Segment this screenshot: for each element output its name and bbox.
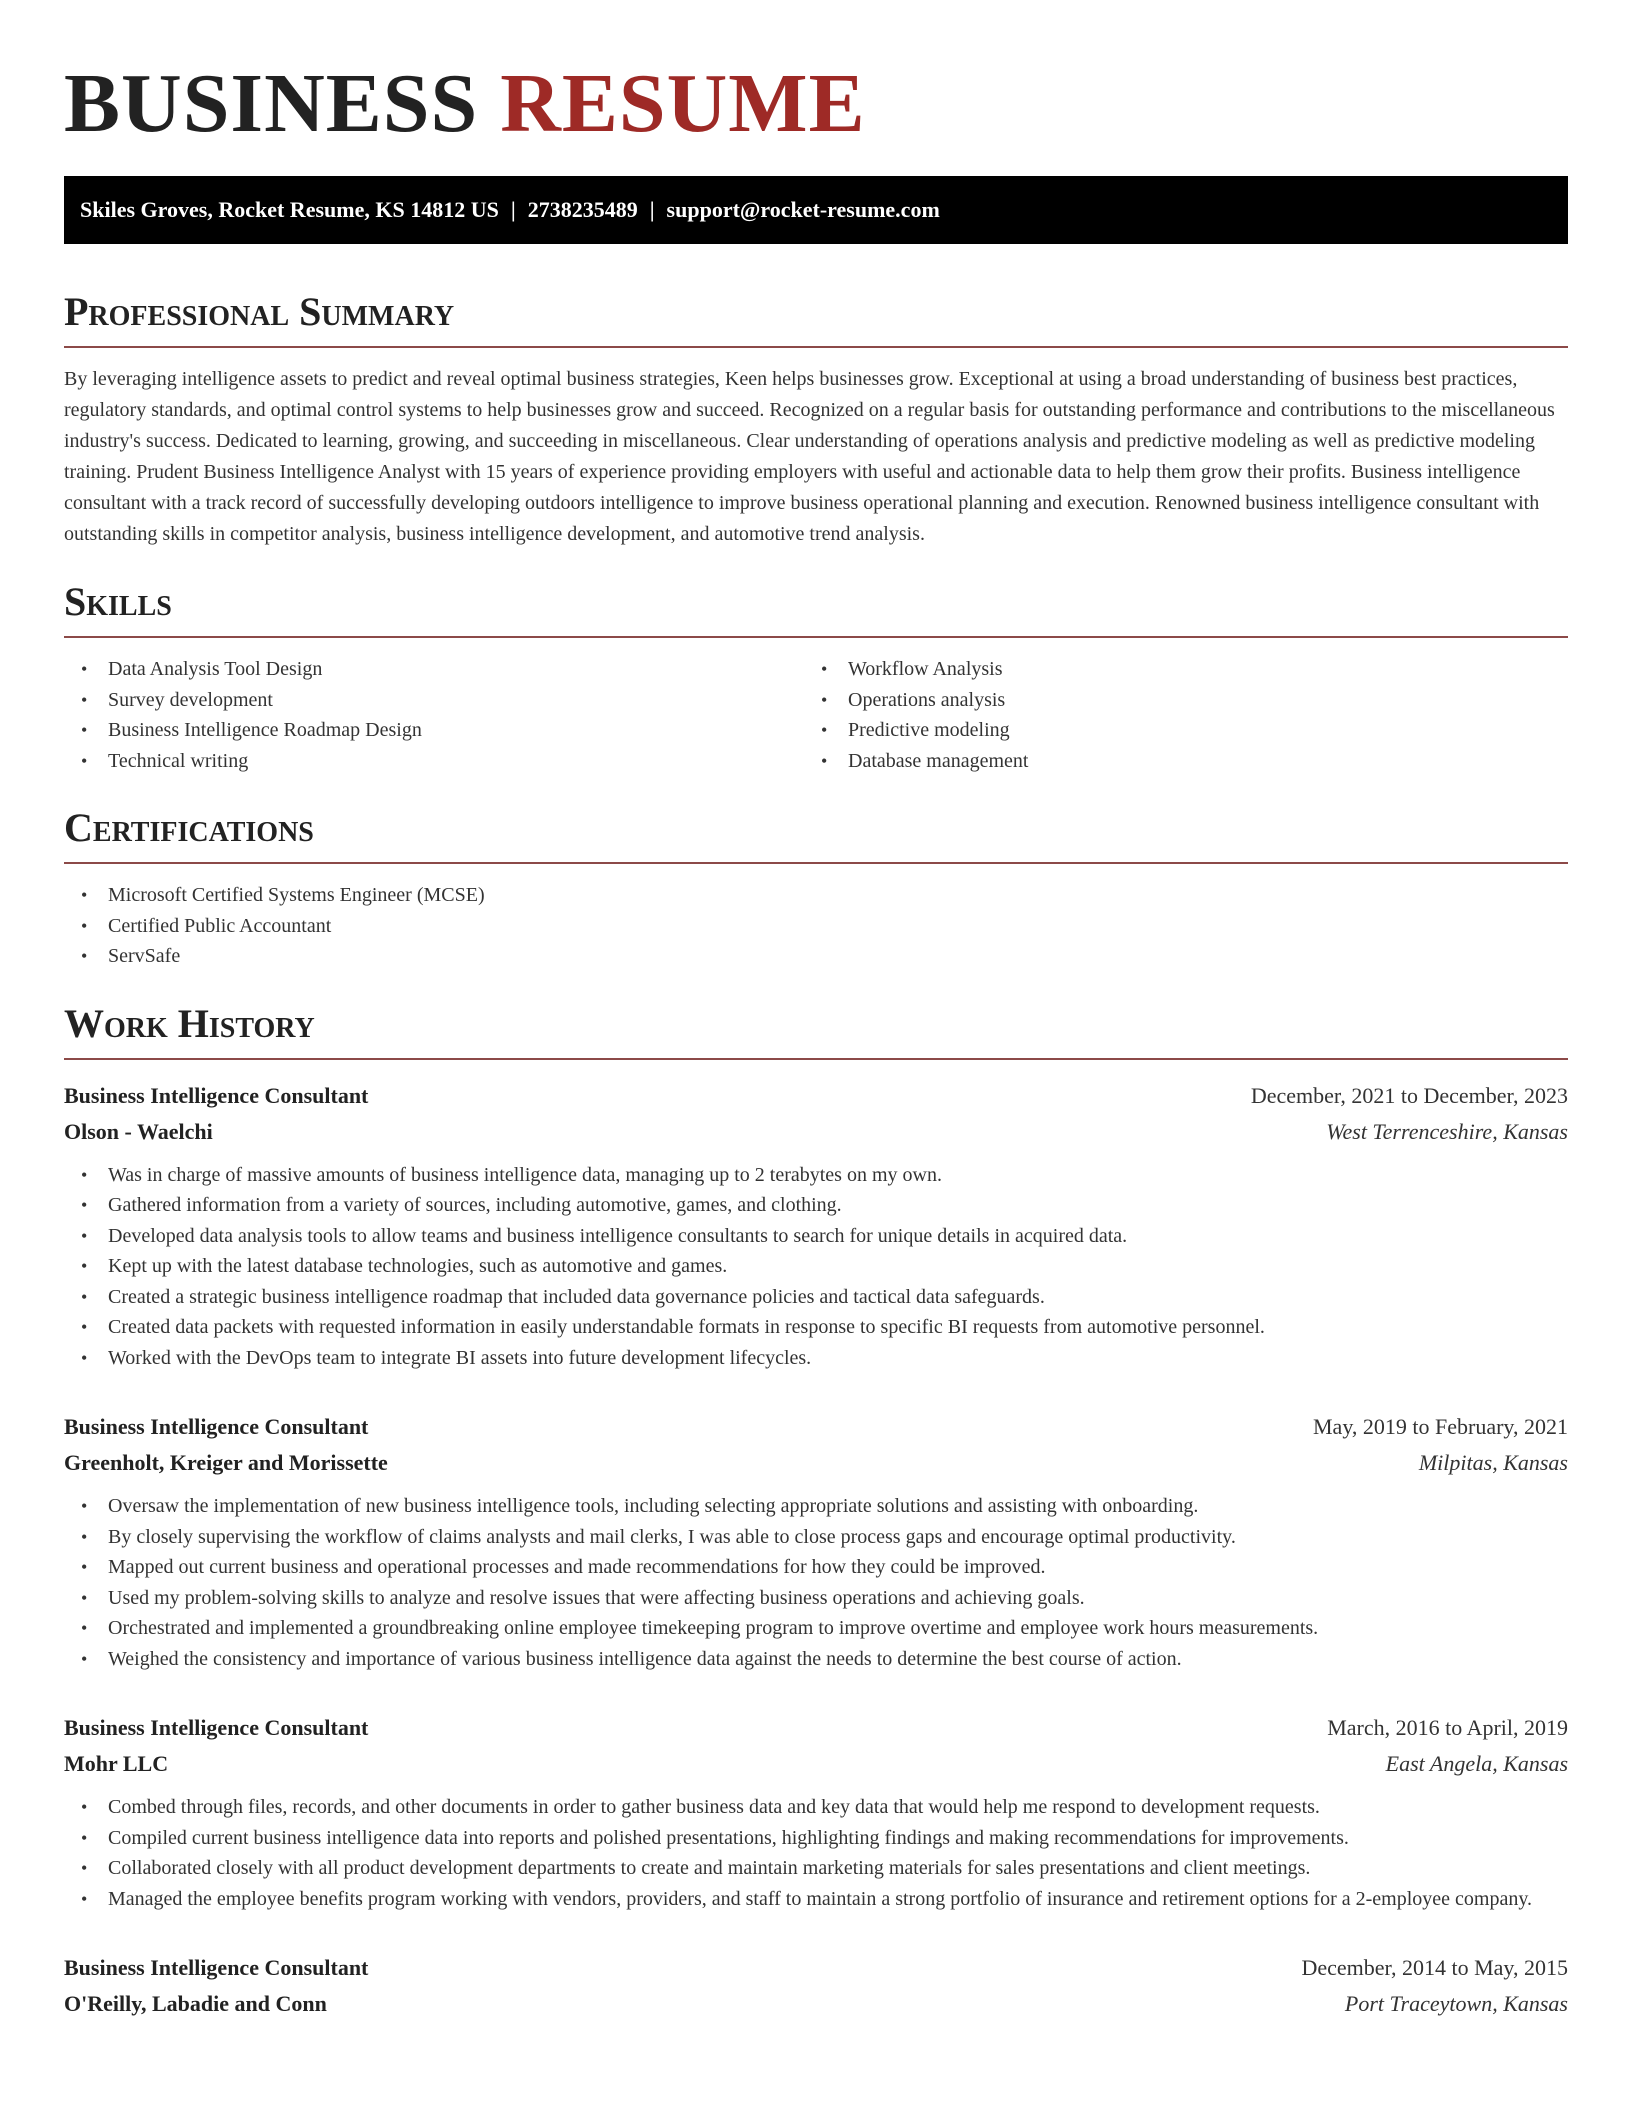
skill-item [64,654,804,685]
job-dates: March, 2016 to April, 2019 [1327,1715,1568,1740]
contact-separator: | [649,197,655,222]
skill-label: Workflow Analysis [848,658,1003,680]
work-history-section [64,1000,1568,2023]
job-bullet-text: Used my problem-solving skills to analyze and resolve issues that were affecting business operations and achieving goals. [108,1586,1085,1609]
job-location: East Angela, Kansas [1385,1751,1568,1776]
job-bullet-text: Was in charge of massive amounts of business intelligence data, managing up to 2 terabytes on my own. [108,1163,942,1186]
certifications-section [64,804,1568,972]
bullet-icon: • [821,659,828,679]
job-bullet [64,1644,1568,1675]
contact-bar [64,176,1568,244]
job-bullet [64,1884,1568,1915]
job-entry [64,1409,1568,1674]
certification-label: ServSafe [108,945,181,967]
bullet-icon: • [81,885,88,905]
job-bullet [64,1221,1568,1252]
bullet-icon: • [81,1164,88,1185]
job-bullets [64,1491,1568,1674]
bullet-icon: • [821,720,828,740]
certification-label: Microsoft Certified Systems Engineer (MCSE) [108,884,485,906]
job-location: Milpitas, Kansas [1418,1450,1568,1475]
skill-label: Operations analysis [848,688,1006,711]
job-company: Greenholt, Kreiger and Morissette [64,1450,388,1475]
job-entry [64,1950,1568,2022]
job-bullet [64,1583,1568,1614]
section-heading-summary: Professional Summary [64,288,1568,348]
bullet-icon: • [81,1526,88,1547]
bullet-icon: • [81,1618,88,1638]
job-bullet [64,1522,1568,1553]
job-bullet [64,1491,1568,1522]
bullet-icon: • [81,1225,88,1246]
job-bullet [64,1552,1568,1583]
job-bullet-text: Compiled current business intelligence data into reports and polished presentations, highlighting findings and making recommendations for improvements. [108,1826,1349,1849]
certification-item [64,911,1568,942]
certification-item [64,880,1568,911]
skill-label: Survey development [108,688,273,711]
bullet-icon: • [81,659,88,679]
job-dates: December, 2021 to December, 2023 [1250,1082,1568,1108]
bullet-icon: • [81,1827,88,1848]
section-heading-skills: Skills [64,578,1568,638]
bullet-icon: • [81,1347,88,1368]
bullet-icon: • [81,1888,88,1909]
contact-separator: | [510,197,516,222]
title-word-resume: RESUME [500,57,866,150]
skill-item [64,746,804,777]
bullet-icon: • [821,750,828,771]
job-bullet-text: Oversaw the implementation of new business intelligence tools, including selecting appropriate solutions and assisting with onboarding. [108,1495,1199,1517]
bullet-icon: • [81,915,88,936]
bullet-icon: • [81,1256,88,1276]
job-bullet-text: Combed through files, records, and other documents in order to gather business data and key data that would help me respond to development requests. [108,1796,1320,1818]
job-bullet-text: Developed data analysis tools to allow teams and business intelligence consultants to search for unique details in acquired data. [108,1224,1128,1247]
certifications-list [64,880,1568,972]
section-heading-work-history: Work History [64,1000,1568,1060]
bullet-icon: • [821,689,828,710]
bullet-icon: • [81,1195,88,1215]
skill-item [804,715,1544,746]
job-entry [64,1078,1568,1374]
job-bullet-text: Mapped out current business and operational processes and made recommendations for how they could be improved. [108,1556,1046,1578]
skill-item [64,715,804,746]
job-bullet [64,1343,1568,1374]
job-title-row [64,1409,1568,1445]
job-bullet-text: Orchestrated and implemented a groundbreaking online employee timekeeping program to improve overtime and employee work hours measurements. [108,1617,1319,1639]
professional-summary-section [64,288,1568,550]
contact-address: Skiles Groves, Rocket Resume, KS 14812 US [80,197,499,222]
job-title-row [64,1950,1568,1986]
job-company: Olson - Waelchi [64,1118,213,1144]
skill-item [64,685,804,716]
bullet-icon: • [81,689,88,710]
bullet-icon: • [81,1797,88,1817]
skill-label: Database management [848,749,1029,772]
job-company: Mohr LLC [64,1751,169,1776]
skill-label: Technical writing [108,749,249,772]
bullet-icon: • [81,1557,88,1577]
bullet-icon: • [81,720,88,740]
skill-item [804,746,1544,777]
job-company-row [64,1114,1568,1150]
bullet-icon: • [81,750,88,771]
certification-label: Certified Public Accountant [108,914,332,937]
skill-label: Business Intelligence Roadmap Design [108,719,422,741]
job-company-row [64,1986,1568,2022]
bullet-icon: • [81,1286,88,1307]
certification-item [64,941,1568,972]
contact-phone: 2738235489 [527,197,638,222]
resume-page [64,0,1568,2022]
summary-text: By leveraging intelligence assets to predict and reveal optimal business strategies, Keen helps businesses grow. Exceptional at using a broad understanding of business best practices, regulatory standards, and optimal control systems to help businesses grow and succeed. Recognized on a regular basis for outstanding performance and contributions to the miscellaneous industry's success. Dedicated to learning, growing, and succeeding in miscellaneous. Clear understanding of operations analysis and predictive modeling as well as predictive modeling training. Prudent Business Intelligence Analyst with 15 years of experience providing employers with useful and actionable data to help them grow their profits. Business intelligence consultant with a track record of successfully developing outdoors intelligence to improve business operational planning and execution. Renowned business intelligence consultant with outstanding skills in competitor analysis, business intelligence development, and automotive trend analysis. [64,368,1555,545]
job-dates: December, 2014 to May, 2015 [1301,1955,1568,1980]
job-dates: May, 2019 to February, 2021 [1313,1414,1568,1439]
skills-section [64,578,1568,776]
job-bullet-text: Weighed the consistency and importance of various business intelligence data against the needs to determine the best course of action. [108,1647,1182,1670]
job-title-row [64,1710,1568,1746]
job-title-row [64,1078,1568,1114]
job-bullet [64,1613,1568,1644]
job-bullet [64,1853,1568,1884]
job-bullet-text: Collaborated closely with all product development departments to create and maintain marketing materials for sales presentations and client meetings. [108,1857,1311,1879]
bullet-icon: • [81,946,88,966]
job-bullets [64,1792,1568,1914]
bullet-icon: • [81,1587,88,1608]
job-company: O'Reilly, Labadie and Conn [64,1991,327,2016]
skill-label: Data Analysis Tool Design [108,658,323,680]
job-bullets [64,1160,1568,1374]
bullet-icon: • [81,1858,88,1878]
job-bullet-text: Created a strategic business intelligence roadmap that included data governance policies and tactical data safeguards. [108,1285,1045,1308]
job-bullet [64,1823,1568,1854]
job-bullet [64,1312,1568,1343]
job-bullet-text: Created data packets with requested information in easily understandable formats in response to specific BI requests from automotive personnel. [108,1316,1265,1338]
job-entry [64,1710,1568,1914]
job-bullet-text: Worked with the DevOps team to integrate BI assets into future development lifecycles. [108,1346,812,1369]
job-bullet [64,1160,1568,1191]
bullet-icon: • [81,1496,88,1516]
job-bullet-text: By closely supervising the workflow of claims analysts and mail clerks, I was able to close process gaps and encourage optimal productivity. [108,1525,1236,1548]
resume-title [64,58,1568,158]
section-heading-certifications: Certifications [64,804,1568,864]
job-bullet [64,1190,1568,1221]
bullet-icon: • [81,1317,88,1337]
contact-email: support@rocket-resume.com [666,197,940,222]
skill-label: Predictive modeling [848,719,1010,741]
job-bullet-text: Kept up with the latest database technologies, such as automotive and games. [108,1255,728,1277]
job-title: Business Intelligence Consultant [64,1414,369,1439]
job-bullet-text: Managed the employee benefits program working with vendors, providers, and staff to maintain a strong portfolio of insurance and retirement options for a 2-employee company. [108,1887,1533,1910]
job-company-row [64,1746,1568,1782]
job-title: Business Intelligence Consultant [64,1082,369,1108]
skill-item [804,654,1544,685]
job-bullet-text: Gathered information from a variety of sources, including automotive, games, and clothing. [108,1194,842,1216]
skills-grid [64,654,1568,776]
job-title: Business Intelligence Consultant [64,1955,369,1980]
job-company-row [64,1445,1568,1481]
job-title: Business Intelligence Consultant [64,1715,369,1740]
skills-column-left [64,654,804,776]
title-word-business: BUSINESS [64,57,479,150]
skills-column-right [804,654,1544,776]
job-bullet [64,1792,1568,1823]
skill-item [804,685,1544,716]
bullet-icon: • [81,1648,88,1669]
job-location: West Terrenceshire, Kansas [1326,1118,1568,1144]
job-bullet [64,1251,1568,1282]
job-bullet [64,1282,1568,1313]
job-location: Port Traceytown, Kansas [1344,1991,1568,2016]
